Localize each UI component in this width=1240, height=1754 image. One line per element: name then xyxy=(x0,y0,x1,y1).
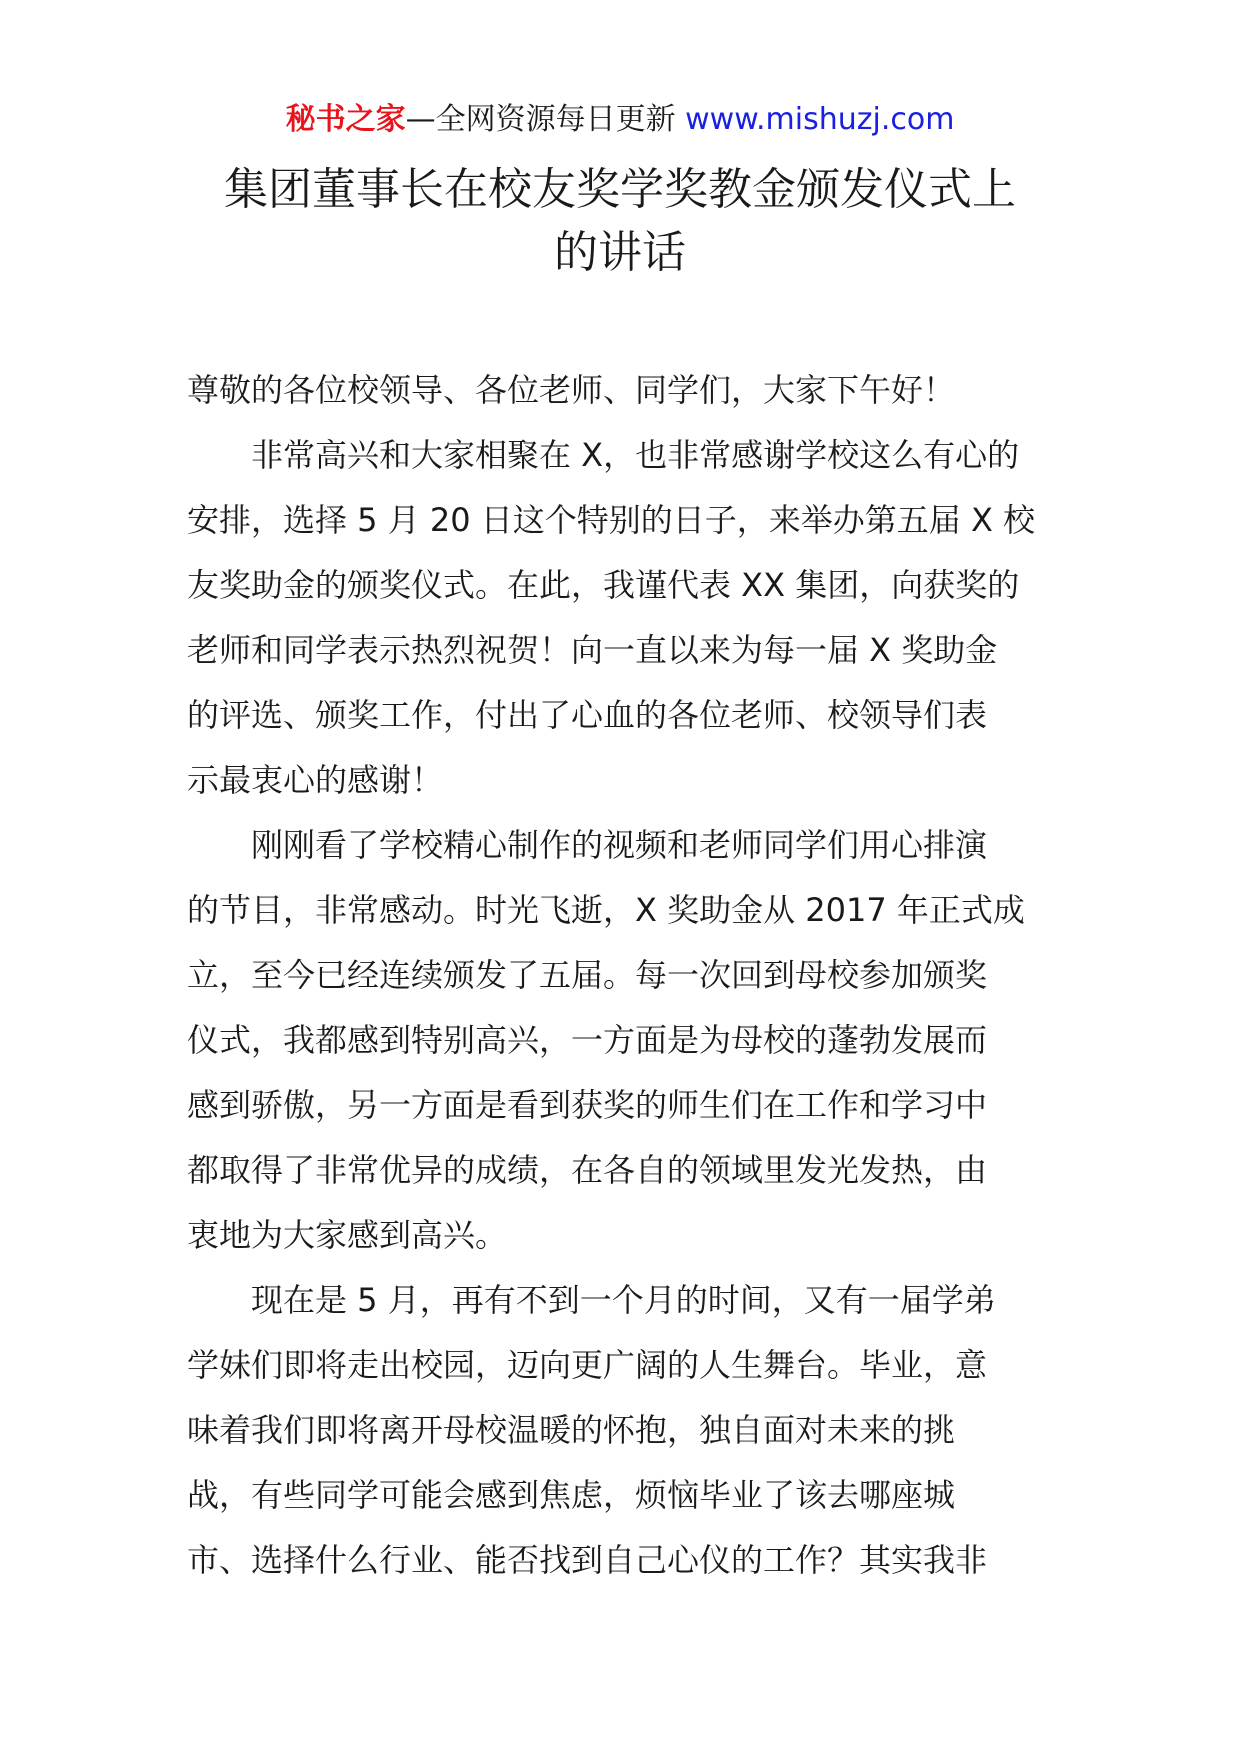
paragraph xyxy=(187,358,1055,423)
paragraph-line: 战，有些同学可能会感到焦虑，烦恼毕业了该去哪座城 xyxy=(187,1476,956,1514)
paragraph-line: 都取得了非常优异的成绩，在各自的领域里发光发热，由 xyxy=(187,1151,988,1189)
paragraph-line: 示最衷心的感谢！ xyxy=(187,761,444,799)
paragraph-line: 立，至今已经连续颁发了五届。每一次回到母校参加颁奖 xyxy=(187,956,988,994)
paragraph-line: 市、选择什么行业、能否找到自己心仪的工作？其实我非 xyxy=(187,1541,988,1579)
site-name: 秘书之家 xyxy=(285,102,406,137)
paragraph-line: 衷地为大家感到高兴。 xyxy=(187,1216,508,1254)
document-body xyxy=(187,358,1055,1593)
paragraph-line: 味着我们即将离开母校温暖的怀抱，独自面对未来的挑 xyxy=(187,1411,956,1449)
paragraph-line: 刚刚看了学校精心制作的视频和老师同学们用心排演 xyxy=(251,826,988,864)
paragraph xyxy=(187,423,1055,813)
paragraph-line: 的评选、颁奖工作，付出了心血的各位老师、校领导们表 xyxy=(187,696,988,734)
paragraph-line: 现在是 5 月，再有不到一个月的时间，又有一届学弟 xyxy=(251,1281,996,1319)
paragraph-line: 尊敬的各位校领导、各位老师、同学们，大家下午好！ xyxy=(187,371,956,409)
paragraph xyxy=(187,1268,1055,1593)
paragraph-line: 友奖助金的颁奖仪式。在此，我谨代表 XX 集团，向获奖的 xyxy=(187,566,1020,604)
site-url-link[interactable]: www.mishuzj.com xyxy=(685,102,955,137)
paragraph-line: 学妹们即将走出校园，迈向更广阔的人生舞台。毕业，意 xyxy=(187,1346,988,1384)
paragraph-line: 感到骄傲，另一方面是看到获奖的师生们在工作和学习中 xyxy=(187,1086,988,1124)
site-tagline: —全网资源每日更新 xyxy=(405,102,676,137)
paragraph-line: 仪式，我都感到特别高兴，一方面是为母校的蓬勃发展而 xyxy=(187,1021,988,1059)
title-line: 集团董事长在校友奖学奖教金颁发仪式上 xyxy=(224,164,1016,215)
site-header xyxy=(0,100,1240,140)
paragraph-line: 非常高兴和大家相聚在 X，也非常感谢学校这么有心的 xyxy=(251,436,1020,474)
paragraph-line: 的节目，非常感动。时光飞逝，X 奖助金从 2017 年正式成 xyxy=(187,891,1025,929)
title-line: 的讲话 xyxy=(554,227,686,278)
document-title xyxy=(150,158,1090,284)
paragraph-line: 老师和同学表示热烈祝贺！向一直以来为每一届 X 奖助金 xyxy=(187,631,998,669)
paragraph-line: 安排，选择 5 月 20 日这个特别的日子，来举办第五届 X 校 xyxy=(187,501,1036,539)
paragraph xyxy=(187,813,1055,1268)
